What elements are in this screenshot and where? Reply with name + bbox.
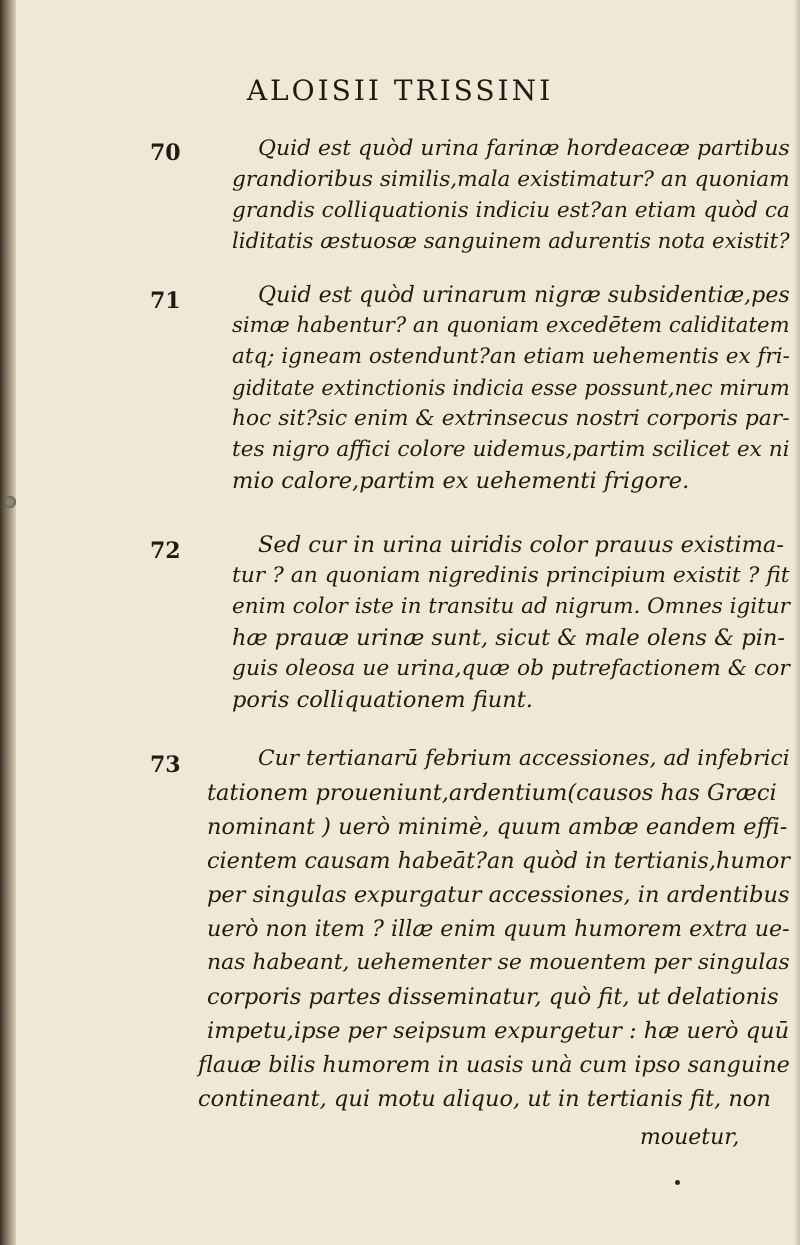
binding-shadow [0, 0, 16, 1245]
catchword: mouetur, [640, 1125, 740, 1150]
text-line: uerò non item ? illæ enim quum humorem extra ue- [207, 916, 790, 942]
text-line: tes nigro affici colore uidemus,partim scilicet ex ni [232, 437, 790, 462]
text-line: per singulas expurgatur accessiones, in ardentibus [207, 882, 790, 908]
section-number: 70 [150, 140, 181, 166]
text-line: nominant ) uerò minimè, quum ambæ eandem effi- [207, 814, 788, 840]
text-line: mio calore,partim ex uehementi frigore. [232, 468, 690, 494]
paper-hole [4, 496, 16, 508]
text-line: poris colliquationem fiunt. [232, 687, 533, 713]
section-number: 73 [150, 752, 181, 778]
text-line: simæ habentur? an quoniam excedētem caliditatem [232, 313, 790, 338]
ink-speck [675, 1180, 680, 1185]
text-line: Quid est quòd urinarum nigræ subsidentiæ,pes [258, 282, 790, 308]
text-line: corporis partes disseminatur, quò fit, ut delationis [207, 984, 779, 1010]
text-line: Sed cur in urina uiridis color prauus existima- [258, 532, 784, 558]
text-line: contineant, qui motu aliquo, ut in tertianis fit, non [198, 1086, 771, 1112]
text-line: Cur tertianarū febrium accessiones, ad infebrici [258, 746, 790, 771]
text-line: flauæ bilis humorem in uasis unà cum ipso sanguine [198, 1052, 790, 1078]
text-line: giditate extinctionis indicia esse possunt,nec mirum [232, 375, 790, 400]
section-number: 71 [150, 288, 181, 314]
page-edge [794, 0, 800, 1245]
text-line: Quid est quòd urina farinæ hordeaceæ partibus [258, 136, 790, 161]
text-line: cientem causam habeāt?an quòd in tertianis,humor [207, 848, 790, 874]
text-line: impetu,ipse per seipsum expurgetur : hæ uerò quū [207, 1018, 790, 1044]
text-line: liditatis æstuosæ sanguinem adurentis nota existit? [232, 229, 790, 254]
text-line: guis oleosa ue urina,quæ ob putrefactionem & cor [232, 656, 790, 681]
text-line: enim color iste in transitu ad nigrum. Omnes igitur [232, 594, 790, 619]
text-line: grandioribus similis,mala existimatur? an quoniam [232, 167, 790, 192]
text-line: tationem proueniunt,ardentium(causos has Græci [207, 780, 777, 806]
text-line: hæ prauæ urinæ sunt, sicut & male olens & pin- [232, 625, 786, 651]
running-title: ALOISII TRISSINI [246, 74, 554, 107]
text-line: nas habeant, uehementer se mouentem per singulas [207, 950, 790, 975]
text-line: hoc sit?sic enim & extrinsecus nostri corporis par- [232, 406, 790, 431]
text-line: atq; igneam ostendunt?an etiam uehementis ex fri- [232, 344, 790, 369]
text-line: grandis colliquationis indiciu est?an etiam quòd ca [232, 198, 790, 223]
text-line: tur ? an quoniam nigredinis principium existit ? fit [232, 563, 790, 588]
section-number: 72 [150, 538, 181, 564]
